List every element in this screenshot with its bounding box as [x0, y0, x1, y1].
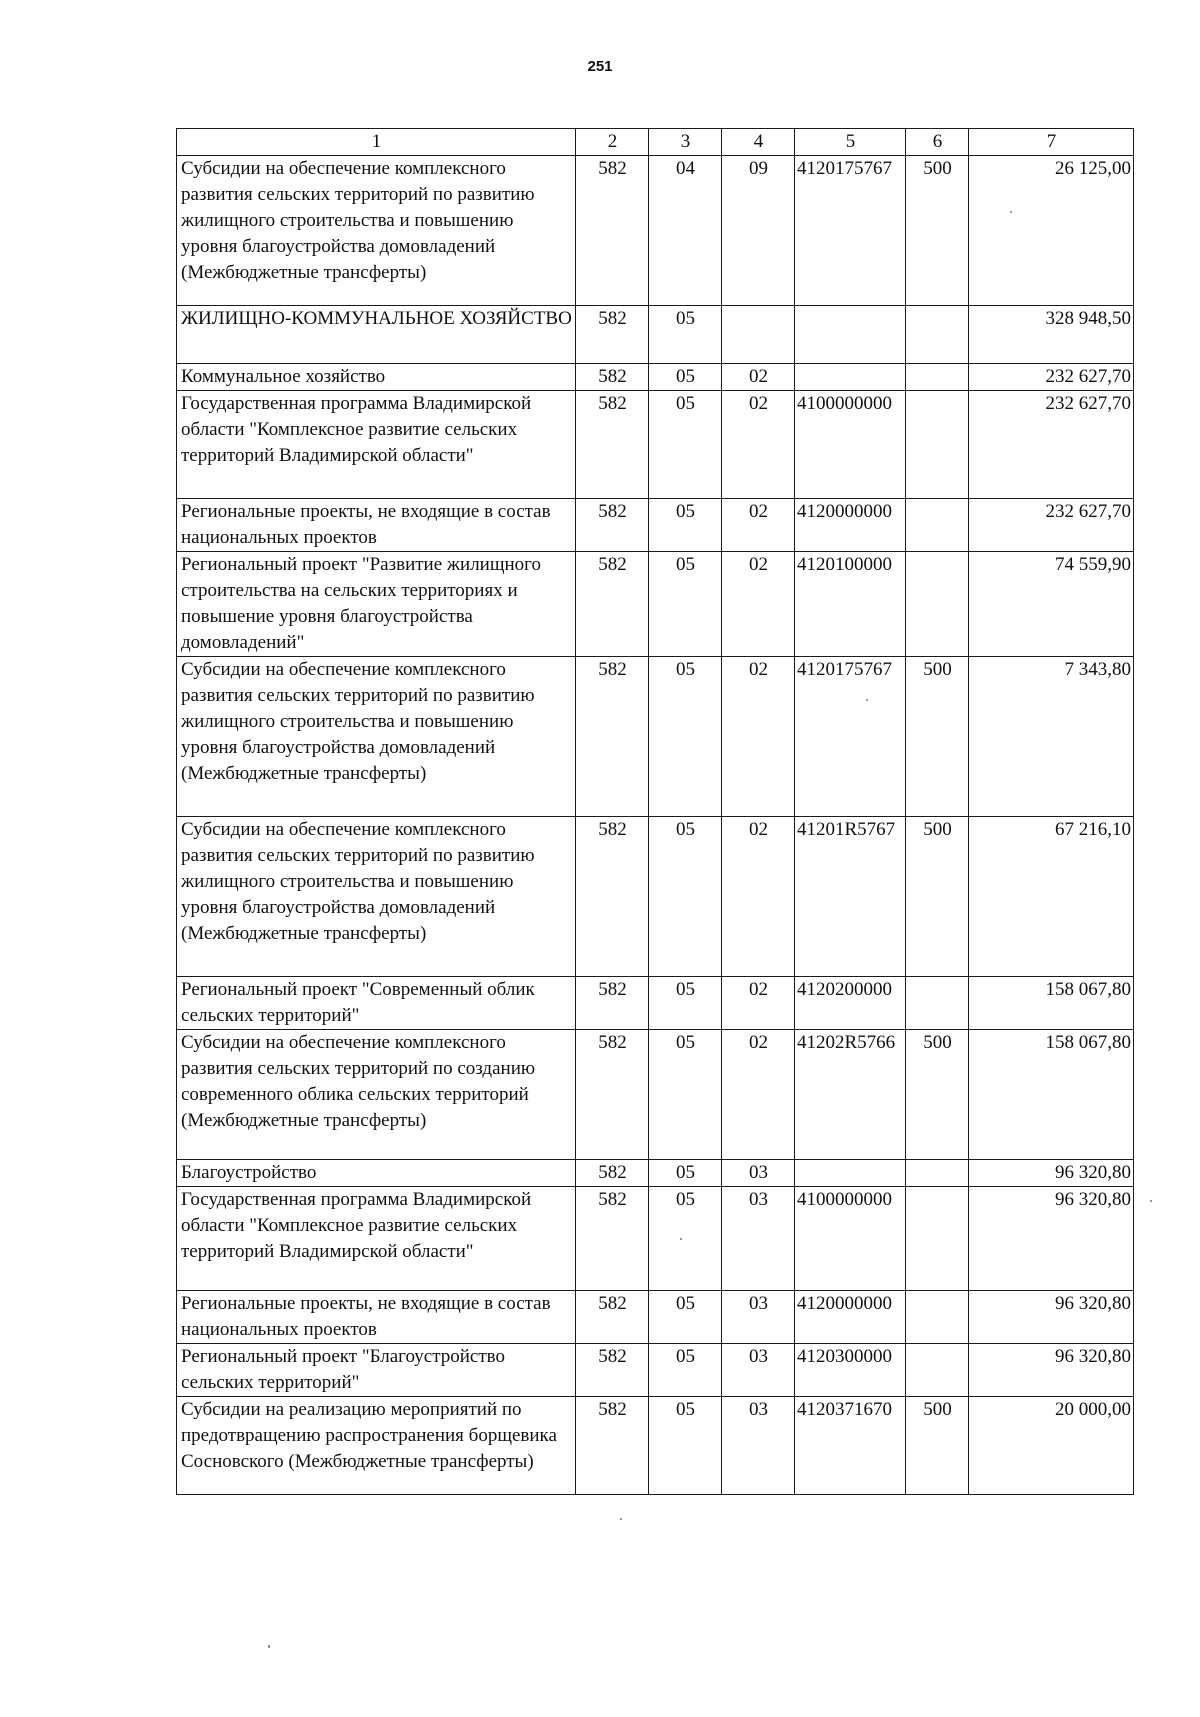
row-name: ЖИЛИЩНО-КОММУНАЛЬНОЕ ХОЗЯЙСТВО — [177, 306, 576, 364]
row-section: 04 — [649, 156, 722, 306]
row-subsection: 03 — [722, 1397, 795, 1495]
row-expense-type — [906, 1187, 969, 1291]
row-section: 05 — [649, 499, 722, 552]
column-header: 2 — [576, 129, 649, 156]
row-amount: 26 125,00 — [969, 156, 1134, 306]
row-target-article: 4120175767 — [795, 156, 906, 306]
row-expense-type — [906, 1291, 969, 1344]
table-row — [177, 1344, 1134, 1397]
row-name: Государственная программа Владимирской области "Комплексное развитие сельских территорий Владимирской области" — [177, 391, 576, 499]
row-target-article: 4100000000 — [795, 1187, 906, 1291]
row-name: Субсидии на обеспечение комплексного развития сельских территорий по развитию жилищного строительства и повышению уровня благоустройства домовладений (Межбюджетные трансферты) — [177, 657, 576, 817]
row-name: Региональные проекты, не входящие в состав национальных проектов — [177, 1291, 576, 1344]
row-expense-type: 500 — [906, 657, 969, 817]
row-admin-code: 582 — [576, 1397, 649, 1495]
row-subsection: 03 — [722, 1160, 795, 1187]
row-subsection: 09 — [722, 156, 795, 306]
row-section: 05 — [649, 306, 722, 364]
row-name: Субсидии на обеспечение комплексного развития сельских территорий по созданию современного облика сельских территорий (Межбюджетные трансферты) — [177, 1030, 576, 1160]
table-row — [177, 306, 1134, 364]
row-admin-code: 582 — [576, 364, 649, 391]
row-admin-code: 582 — [576, 817, 649, 977]
row-subsection: 03 — [722, 1187, 795, 1291]
row-admin-code: 582 — [576, 391, 649, 499]
row-amount: 67 216,10 — [969, 817, 1134, 977]
row-subsection: 02 — [722, 499, 795, 552]
table-header-row — [177, 129, 1134, 156]
row-name: Региональные проекты, не входящие в состав национальных проектов — [177, 499, 576, 552]
scan-speck — [680, 1238, 682, 1240]
row-section: 05 — [649, 1291, 722, 1344]
row-expense-type: 500 — [906, 1397, 969, 1495]
row-name: Региональный проект "Развитие жилищного строительства на сельских территориях и повышение уровня благоустройства домовладений" — [177, 552, 576, 657]
row-amount: 20 000,00 — [969, 1397, 1134, 1495]
row-admin-code: 582 — [576, 1030, 649, 1160]
row-section: 05 — [649, 364, 722, 391]
column-header: 7 — [969, 129, 1134, 156]
row-expense-type — [906, 391, 969, 499]
row-admin-code: 582 — [576, 657, 649, 817]
row-expense-type — [906, 1160, 969, 1187]
table-row — [177, 391, 1134, 499]
row-target-article: 4120200000 — [795, 977, 906, 1030]
row-section: 05 — [649, 552, 722, 657]
row-subsection — [722, 306, 795, 364]
table-row — [177, 1291, 1134, 1344]
row-name: Благоустройство — [177, 1160, 576, 1187]
table-row — [177, 977, 1134, 1030]
row-subsection: 02 — [722, 977, 795, 1030]
row-section: 05 — [649, 977, 722, 1030]
page-number: 251 — [587, 58, 613, 75]
row-target-article: 4120000000 — [795, 1291, 906, 1344]
row-target-article: 41202R5766 — [795, 1030, 906, 1160]
row-name: Региональный проект "Благоустройство сельских территорий" — [177, 1344, 576, 1397]
column-header: 1 — [177, 129, 576, 156]
row-admin-code: 582 — [576, 156, 649, 306]
row-section: 05 — [649, 1344, 722, 1397]
scan-speck — [268, 1645, 270, 1648]
row-subsection: 02 — [722, 657, 795, 817]
row-amount: 232 627,70 — [969, 391, 1134, 499]
row-amount: 7 343,80 — [969, 657, 1134, 817]
row-admin-code: 582 — [576, 552, 649, 657]
row-expense-type — [906, 1344, 969, 1397]
row-amount: 96 320,80 — [969, 1344, 1134, 1397]
row-expense-type: 500 — [906, 1030, 969, 1160]
column-header: 5 — [795, 129, 906, 156]
row-expense-type — [906, 977, 969, 1030]
table-row — [177, 1397, 1134, 1495]
row-subsection: 02 — [722, 1030, 795, 1160]
row-target-article: 4120300000 — [795, 1344, 906, 1397]
table-row — [177, 364, 1134, 391]
row-amount: 328 948,50 — [969, 306, 1134, 364]
table-row — [177, 552, 1134, 657]
row-target-article: 4120100000 — [795, 552, 906, 657]
budget-table — [176, 128, 1134, 1495]
row-name: Региональный проект "Современный облик сельских территорий" — [177, 977, 576, 1030]
row-section: 05 — [649, 1397, 722, 1495]
row-amount: 96 320,80 — [969, 1291, 1134, 1344]
row-target-article — [795, 1160, 906, 1187]
row-section: 05 — [649, 1030, 722, 1160]
row-name: Государственная программа Владимирской области "Комплексное развитие сельских территорий Владимирской области" — [177, 1187, 576, 1291]
row-section: 05 — [649, 1160, 722, 1187]
row-admin-code: 582 — [576, 1160, 649, 1187]
row-target-article — [795, 364, 906, 391]
row-section: 05 — [649, 391, 722, 499]
row-name: Субсидии на обеспечение комплексного развития сельских территорий по развитию жилищного строительства и повышению уровня благоустройства домовладений (Межбюджетные трансферты) — [177, 156, 576, 306]
scan-speck — [620, 1518, 622, 1520]
scan-speck — [1150, 1200, 1152, 1202]
row-subsection: 03 — [722, 1344, 795, 1397]
row-subsection: 03 — [722, 1291, 795, 1344]
row-amount: 158 067,80 — [969, 977, 1134, 1030]
row-target-article: 4120000000 — [795, 499, 906, 552]
row-subsection: 02 — [722, 817, 795, 977]
table-row — [177, 1160, 1134, 1187]
row-expense-type — [906, 499, 969, 552]
column-header: 4 — [722, 129, 795, 156]
row-subsection: 02 — [722, 364, 795, 391]
row-amount: 232 627,70 — [969, 499, 1134, 552]
table-row — [177, 499, 1134, 552]
row-amount: 96 320,80 — [969, 1160, 1134, 1187]
table-row — [177, 1187, 1134, 1291]
row-amount: 158 067,80 — [969, 1030, 1134, 1160]
budget-table-container — [176, 128, 1133, 1495]
row-subsection: 02 — [722, 391, 795, 499]
row-target-article — [795, 306, 906, 364]
row-admin-code: 582 — [576, 1291, 649, 1344]
row-expense-type — [906, 364, 969, 391]
row-admin-code: 582 — [576, 499, 649, 552]
scan-speck — [866, 699, 868, 701]
row-target-article: 41201R5767 — [795, 817, 906, 977]
table-row — [177, 657, 1134, 817]
row-name: Коммунальное хозяйство — [177, 364, 576, 391]
table-row — [177, 156, 1134, 306]
row-target-article: 4120371670 — [795, 1397, 906, 1495]
column-header: 6 — [906, 129, 969, 156]
scan-speck — [1010, 211, 1012, 213]
row-amount: 96 320,80 — [969, 1187, 1134, 1291]
row-expense-type — [906, 306, 969, 364]
row-admin-code: 582 — [576, 977, 649, 1030]
row-amount: 232 627,70 — [969, 364, 1134, 391]
row-name: Субсидии на реализацию мероприятий по предотвращению распространения борщевика Сосновского (Межбюджетные трансферты) — [177, 1397, 576, 1495]
row-target-article: 4120175767 — [795, 657, 906, 817]
row-section: 05 — [649, 817, 722, 977]
row-expense-type — [906, 552, 969, 657]
row-admin-code: 582 — [576, 306, 649, 364]
table-row — [177, 817, 1134, 977]
row-expense-type: 500 — [906, 156, 969, 306]
column-header: 3 — [649, 129, 722, 156]
row-admin-code: 582 — [576, 1187, 649, 1291]
row-amount: 74 559,90 — [969, 552, 1134, 657]
row-target-article: 4100000000 — [795, 391, 906, 499]
row-admin-code: 582 — [576, 1344, 649, 1397]
row-section: 05 — [649, 1187, 722, 1291]
row-name: Субсидии на обеспечение комплексного развития сельских территорий по развитию жилищного строительства и повышению уровня благоустройства домовладений (Межбюджетные трансферты) — [177, 817, 576, 977]
row-subsection: 02 — [722, 552, 795, 657]
row-expense-type: 500 — [906, 817, 969, 977]
table-row — [177, 1030, 1134, 1160]
row-section: 05 — [649, 657, 722, 817]
